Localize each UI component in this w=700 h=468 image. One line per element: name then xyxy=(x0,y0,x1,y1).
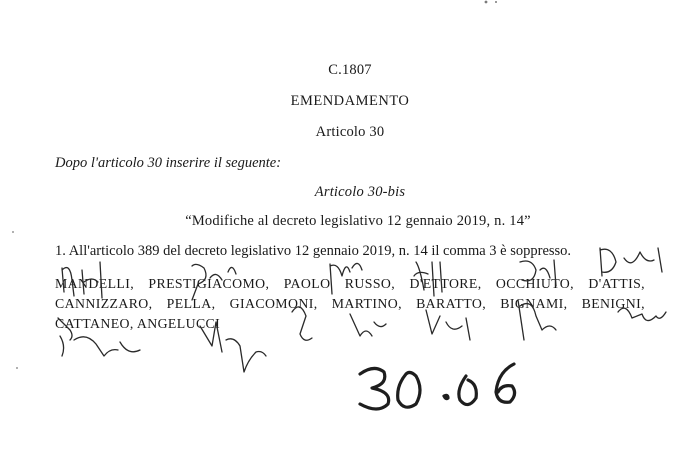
amendment-instruction: Dopo l'articolo 30 inserire il seguente: xyxy=(55,155,282,171)
document-type: EMENDAMENTO xyxy=(290,93,410,109)
document-number: C.1807 xyxy=(328,62,372,78)
signatories-line-2: CANNIZZARO, PELLA, GIACOMONI, MARTINO, BARATTO, BIGNAMI, BENIGNI, xyxy=(55,296,645,311)
new-article-heading: Articolo 30-bis xyxy=(314,184,406,200)
article-reference: Articolo 30 xyxy=(315,124,385,140)
signatories-line-3: CATTANEO, ANGELUCCI xyxy=(55,316,221,331)
amendment-body: 1. All'articolo 389 del decreto legislativo 12 gennaio 2019, n. 14 il comma 3 è soppresso. xyxy=(55,243,572,259)
new-article-title: “Modifiche al decreto legislativo 12 gennaio 2019, n. 14” xyxy=(185,213,531,229)
signatories-line-1: MANDELLI, PRESTIGIACOMO, PAOLO RUSSO, D'ETTORE, OCCHIUTO, D'ATTIS, xyxy=(55,276,645,291)
